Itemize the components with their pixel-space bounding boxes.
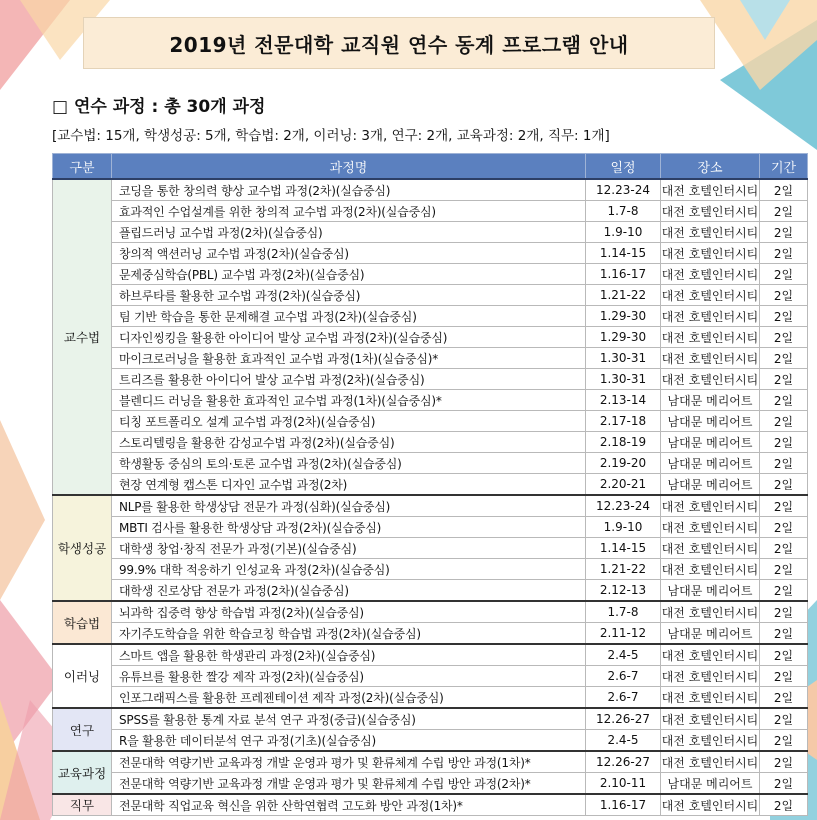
location-cell: 대전 호텔인터시티: [661, 730, 760, 752]
course-count-summary: [교수법: 15개, 학생성공: 5개, 학습법: 2개, 이러닝: 3개, 연구: 2개, 교육과정: 2개, 직무: 1개]: [52, 128, 610, 144]
schedule-cell: 1.14-15: [586, 243, 661, 264]
location-cell: 남대문 메리어트: [661, 390, 760, 411]
duration-cell: 2일: [760, 390, 808, 411]
table-row: [53, 179, 808, 201]
schedule-cell: 1.9-10: [586, 517, 661, 538]
location-cell: 대전 호텔인터시티: [661, 285, 760, 306]
duration-cell: 2일: [760, 306, 808, 327]
schedule-cell: 1.21-22: [586, 559, 661, 580]
course-name-cell: 인포그래픽스를 활용한 프레젠테이션 제작 과정(2차)(실습중심): [112, 687, 586, 709]
schedule-cell: 12.23-24: [586, 495, 661, 517]
course-name-cell: 트리즈를 활용한 아이디어 발상 교수법 과정(2차)(실습중심): [112, 369, 586, 390]
table-row: [53, 432, 808, 453]
course-name-cell: 디자인씽킹을 활용한 아이디어 발상 교수법 과정(2차)(실습중심): [112, 327, 586, 348]
duration-cell: 2일: [760, 179, 808, 201]
location-cell: 대전 호텔인터시티: [661, 201, 760, 222]
location-cell: 남대문 메리어트: [661, 411, 760, 432]
course-name-cell: SPSS를 활용한 통계 자료 분석 연구 과정(중급)(실습중심): [112, 708, 586, 730]
duration-cell: 2일: [760, 601, 808, 623]
duration-cell: 2일: [760, 348, 808, 369]
category-cell: 학생성공: [53, 495, 112, 601]
duration-cell: 2일: [760, 580, 808, 602]
duration-cell: 2일: [760, 517, 808, 538]
table-row: [53, 794, 808, 816]
schedule-cell: 1.7-8: [586, 601, 661, 623]
location-cell: 대전 호텔인터시티: [661, 538, 760, 559]
location-cell: 남대문 메리어트: [661, 580, 760, 602]
location-cell: 대전 호텔인터시티: [661, 222, 760, 243]
header-location: 장소: [661, 154, 760, 180]
table-row: [53, 285, 808, 306]
location-cell: 대전 호텔인터시티: [661, 306, 760, 327]
schedule-cell: 2.6-7: [586, 666, 661, 687]
course-name-cell: 전문대학 역량기반 교육과정 개발 운영과 평가 및 환류체계 수립 방안 과정(1차)*: [112, 751, 586, 773]
location-cell: 대전 호텔인터시티: [661, 751, 760, 773]
schedule-cell: 12.23-24: [586, 179, 661, 201]
table-row: [53, 559, 808, 580]
course-name-cell: 블렌디드 러닝을 활용한 효과적인 교수법 과정(1차)(실습중심)*: [112, 390, 586, 411]
location-cell: 대전 호텔인터시티: [661, 708, 760, 730]
schedule-cell: 1.21-22: [586, 285, 661, 306]
table-row: [53, 730, 808, 752]
table-row: [53, 751, 808, 773]
schedule-cell: 2.10-11: [586, 773, 661, 795]
location-cell: 대전 호텔인터시티: [661, 517, 760, 538]
schedule-cell: 2.17-18: [586, 411, 661, 432]
course-name-cell: 대학생 진로상담 전문가 과정(2차)(실습중심): [112, 580, 586, 602]
course-name-cell: 효과적인 수업설계를 위한 창의적 교수법 과정(2차)(실습중심): [112, 201, 586, 222]
course-name-cell: 전문대학 직업교육 혁신을 위한 산학연협력 고도화 방안 과정(1차)*: [112, 794, 586, 816]
table-row: [53, 708, 808, 730]
duration-cell: 2일: [760, 495, 808, 517]
category-cell: 연구: [53, 708, 112, 751]
location-cell: 대전 호텔인터시티: [661, 179, 760, 201]
header-course-name: 과정명: [112, 154, 586, 180]
duration-cell: 2일: [760, 730, 808, 752]
location-cell: 남대문 메리어트: [661, 623, 760, 645]
location-cell: 대전 호텔인터시티: [661, 348, 760, 369]
category-cell: 교수법: [53, 179, 112, 495]
duration-cell: 2일: [760, 773, 808, 795]
table-row: [53, 773, 808, 795]
location-cell: 대전 호텔인터시티: [661, 559, 760, 580]
duration-cell: 2일: [760, 708, 808, 730]
schedule-cell: 1.16-17: [586, 794, 661, 816]
table-row: [53, 517, 808, 538]
schedule-cell: 1.30-31: [586, 369, 661, 390]
schedule-cell: 1.16-17: [586, 264, 661, 285]
duration-cell: 2일: [760, 644, 808, 666]
course-name-cell: 자기주도학습을 위한 학습코칭 학습법 과정(2차)(실습중심): [112, 623, 586, 645]
course-name-cell: 마이크로러닝을 활용한 효과적인 교수법 과정(1차)(실습중심)*: [112, 348, 586, 369]
table-row: [53, 243, 808, 264]
table-row: [53, 580, 808, 602]
duration-cell: 2일: [760, 474, 808, 496]
table-row: [53, 601, 808, 623]
table-row: [53, 623, 808, 645]
duration-cell: 2일: [760, 201, 808, 222]
duration-cell: 2일: [760, 222, 808, 243]
course-name-cell: 대학생 창업·창직 전문가 과정(기본)(실습중심): [112, 538, 586, 559]
location-cell: 대전 호텔인터시티: [661, 687, 760, 709]
location-cell: 대전 호텔인터시티: [661, 495, 760, 517]
schedule-cell: 2.18-19: [586, 432, 661, 453]
schedule-cell: 2.4-5: [586, 644, 661, 666]
schedule-cell: 2.11-12: [586, 623, 661, 645]
duration-cell: 2일: [760, 538, 808, 559]
schedule-cell: 1.7-8: [586, 201, 661, 222]
duration-cell: 2일: [760, 285, 808, 306]
table-row: [53, 390, 808, 411]
section-heading: □ 연수 과정 : 총 30개 과정: [52, 97, 266, 117]
program-table: [52, 153, 808, 816]
duration-cell: 2일: [760, 432, 808, 453]
schedule-cell: 12.26-27: [586, 708, 661, 730]
location-cell: 대전 호텔인터시티: [661, 327, 760, 348]
course-name-cell: 플립드러닝 교수법 과정(2차)(실습중심): [112, 222, 586, 243]
schedule-cell: 12.26-27: [586, 751, 661, 773]
duration-cell: 2일: [760, 264, 808, 285]
schedule-cell: 1.30-31: [586, 348, 661, 369]
duration-cell: 2일: [760, 623, 808, 645]
duration-cell: 2일: [760, 687, 808, 709]
duration-cell: 2일: [760, 666, 808, 687]
table-row: [53, 474, 808, 496]
schedule-cell: 1.14-15: [586, 538, 661, 559]
schedule-cell: 1.9-10: [586, 222, 661, 243]
table-row: [53, 495, 808, 517]
course-name-cell: 유튜브를 활용한 짤강 제작 과정(2차)(실습중심): [112, 666, 586, 687]
course-name-cell: NLP를 활용한 학생상담 전문가 과정(심화)(실습중심): [112, 495, 586, 517]
course-name-cell: 전문대학 역량기반 교육과정 개발 운영과 평가 및 환류체계 수립 방안 과정(2차)*: [112, 773, 586, 795]
table-row: [53, 201, 808, 222]
duration-cell: 2일: [760, 243, 808, 264]
course-name-cell: R을 활용한 데이터분석 연구 과정(기초)(실습중심): [112, 730, 586, 752]
header-category: 구분: [53, 154, 112, 180]
location-cell: 대전 호텔인터시티: [661, 794, 760, 816]
course-name-cell: 티칭 포트폴리오 설계 교수법 과정(2차)(실습중심): [112, 411, 586, 432]
course-name-cell: 팀 기반 학습을 통한 문제해결 교수법 과정(2차)(실습중심): [112, 306, 586, 327]
header-schedule: 일정: [586, 154, 661, 180]
category-cell: 직무: [53, 794, 112, 816]
location-cell: 대전 호텔인터시티: [661, 666, 760, 687]
location-cell: 남대문 메리어트: [661, 474, 760, 496]
duration-cell: 2일: [760, 369, 808, 390]
schedule-cell: 2.19-20: [586, 453, 661, 474]
category-cell: 학습법: [53, 601, 112, 644]
location-cell: 대전 호텔인터시티: [661, 601, 760, 623]
duration-cell: 2일: [760, 327, 808, 348]
course-name-cell: 뇌과학 집중력 향상 학습법 과정(2차)(실습중심): [112, 601, 586, 623]
table-header-row: [53, 154, 808, 180]
category-cell: 이러닝: [53, 644, 112, 708]
schedule-cell: 2.6-7: [586, 687, 661, 709]
duration-cell: 2일: [760, 794, 808, 816]
schedule-cell: 2.4-5: [586, 730, 661, 752]
course-name-cell: 스토리텔링을 활용한 감성교수법 과정(2차)(실습중심): [112, 432, 586, 453]
table-row: [53, 666, 808, 687]
table-row: [53, 306, 808, 327]
course-name-cell: 문제중심학습(PBL) 교수법 과정(2차)(실습중심): [112, 264, 586, 285]
table-row: [53, 453, 808, 474]
table-row: [53, 644, 808, 666]
course-name-cell: 스마트 앱을 활용한 학생관리 과정(2차)(실습중심): [112, 644, 586, 666]
duration-cell: 2일: [760, 453, 808, 474]
location-cell: 대전 호텔인터시티: [661, 264, 760, 285]
course-name-cell: 현장 연계형 캡스톤 디자인 교수법 과정(2차): [112, 474, 586, 496]
table-row: [53, 538, 808, 559]
duration-cell: 2일: [760, 559, 808, 580]
location-cell: 대전 호텔인터시티: [661, 644, 760, 666]
course-name-cell: 학생활동 중심의 토의·토론 교수법 과정(2차)(실습중심): [112, 453, 586, 474]
schedule-cell: 2.13-14: [586, 390, 661, 411]
table-row: [53, 369, 808, 390]
header-duration: 기간: [760, 154, 808, 180]
schedule-cell: 2.20-21: [586, 474, 661, 496]
program-table-body: [53, 179, 808, 816]
course-name-cell: 코딩을 통한 창의력 향상 교수법 과정(2차)(실습중심): [112, 179, 586, 201]
duration-cell: 2일: [760, 411, 808, 432]
course-name-cell: 하브루타를 활용한 교수법 과정(2차)(실습중심): [112, 285, 586, 306]
schedule-cell: 2.12-13: [586, 580, 661, 602]
course-name-cell: 99.9% 대학 적응하기 인성교육 과정(2차)(실습중심): [112, 559, 586, 580]
duration-cell: 2일: [760, 751, 808, 773]
schedule-cell: 1.29-30: [586, 306, 661, 327]
location-cell: 남대문 메리어트: [661, 432, 760, 453]
table-row: [53, 687, 808, 709]
table-row: [53, 222, 808, 243]
location-cell: 대전 호텔인터시티: [661, 243, 760, 264]
course-name-cell: 창의적 액션러닝 교수법 과정(2차)(실습중심): [112, 243, 586, 264]
course-name-cell: MBTI 검사를 활용한 학생상담 과정(2차)(실습중심): [112, 517, 586, 538]
table-row: [53, 411, 808, 432]
table-row: [53, 348, 808, 369]
table-row: [53, 327, 808, 348]
location-cell: 남대문 메리어트: [661, 773, 760, 795]
table-row: [53, 264, 808, 285]
category-cell: 교육과정: [53, 751, 112, 794]
location-cell: 남대문 메리어트: [661, 453, 760, 474]
page-title: 2019년 전문대학 교직원 연수 동계 프로그램 안내: [83, 17, 715, 69]
schedule-cell: 1.29-30: [586, 327, 661, 348]
location-cell: 대전 호텔인터시티: [661, 369, 760, 390]
